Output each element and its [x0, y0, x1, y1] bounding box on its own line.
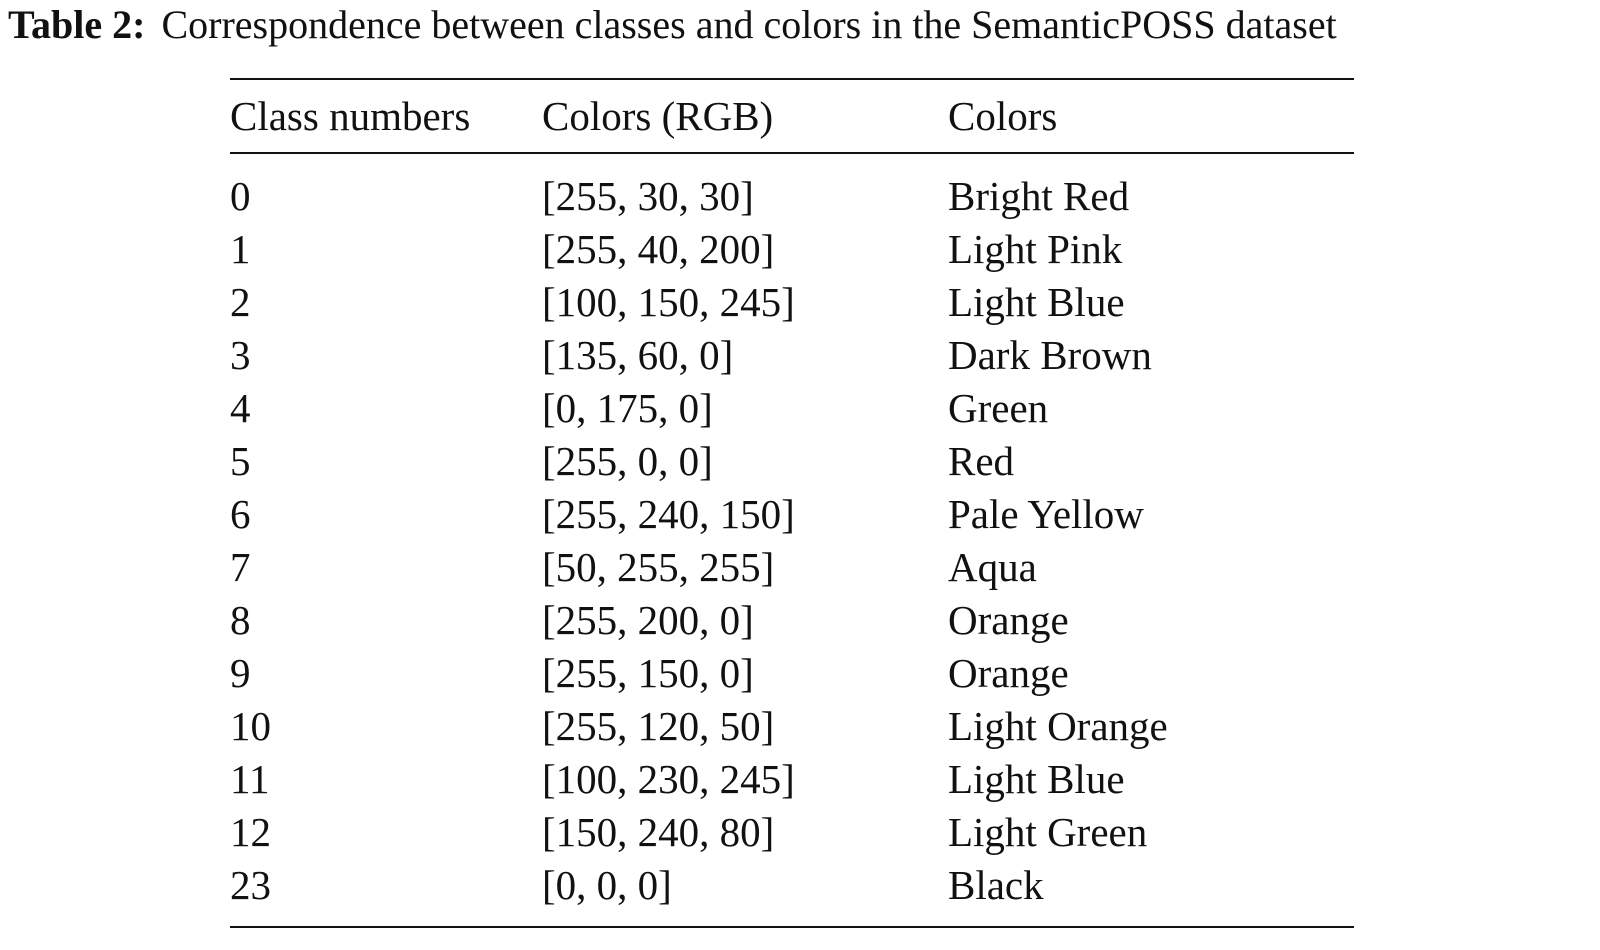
cell-class-number: 1: [230, 226, 251, 272]
cell-class-number: 9: [230, 650, 251, 696]
table-caption: [8, 0, 1588, 50]
cell-color-name: Light Orange: [948, 703, 1168, 749]
cell-class-number: 10: [230, 703, 271, 749]
cell-color-name: Orange: [948, 597, 1069, 643]
cell-color-rgb: [255, 150, 0]: [542, 650, 754, 696]
cell-class-number: 3: [230, 332, 251, 378]
cell-color-rgb: [135, 60, 0]: [542, 332, 734, 378]
cell-class-number: 23: [230, 862, 271, 908]
cell-class-number: 7: [230, 544, 251, 590]
cell-class-number: 4: [230, 385, 251, 431]
cell-color-name: Pale Yellow: [948, 491, 1144, 537]
table-row: [230, 594, 1354, 647]
table-row: [230, 859, 1354, 926]
table-row: [230, 488, 1354, 541]
table-row: [230, 382, 1354, 435]
cell-color-name: Light Blue: [948, 279, 1125, 325]
table-row: [230, 753, 1354, 806]
cell-color-rgb: [100, 150, 245]: [542, 279, 795, 325]
cell-color-name: Aqua: [948, 544, 1037, 590]
table-row: [230, 700, 1354, 753]
table-row: [230, 541, 1354, 594]
cell-color-rgb: [255, 240, 150]: [542, 491, 795, 537]
cell-color-rgb: [100, 230, 245]: [542, 756, 795, 802]
table-row: [230, 435, 1354, 488]
table: [230, 80, 1354, 152]
cell-color-rgb: [0, 175, 0]: [542, 385, 713, 431]
cell-color-name: Light Green: [948, 809, 1148, 855]
header-colors-rgb: Colors (RGB): [542, 93, 774, 139]
header-colors: Colors: [948, 93, 1058, 139]
header-row: [230, 80, 1354, 152]
cell-color-name: Green: [948, 385, 1049, 431]
header-class-numbers: Class numbers: [230, 93, 471, 139]
cell-class-number: 5: [230, 438, 251, 484]
table-row: [230, 329, 1354, 382]
cell-color-name: Light Pink: [948, 226, 1123, 272]
table-bottom-rule: [230, 926, 1354, 928]
table-row: [230, 223, 1354, 276]
cell-color-rgb: [0, 0, 0]: [542, 862, 672, 908]
cell-color-rgb: [150, 240, 80]: [542, 809, 775, 855]
class-color-table: [230, 78, 1354, 928]
cell-color-rgb: [255, 120, 50]: [542, 703, 775, 749]
cell-color-name: Dark Brown: [948, 332, 1152, 378]
cell-color-name: Black: [948, 862, 1044, 908]
cell-color-name: Red: [948, 438, 1015, 484]
cell-class-number: 8: [230, 597, 251, 643]
cell-color-name: Bright Red: [948, 173, 1130, 219]
table-row: [230, 154, 1354, 223]
cell-color-rgb: [255, 40, 200]: [542, 226, 775, 272]
table-header: [230, 80, 1354, 152]
cell-color-rgb: [255, 0, 0]: [542, 438, 713, 484]
cell-class-number: 6: [230, 491, 251, 537]
cell-class-number: 0: [230, 173, 251, 219]
cell-color-name: Orange: [948, 650, 1069, 696]
table-row: [230, 647, 1354, 700]
cell-class-number: 11: [230, 756, 270, 802]
table-row: [230, 806, 1354, 859]
cell-color-rgb: [50, 255, 255]: [542, 544, 775, 590]
cell-class-number: 12: [230, 809, 271, 855]
cell-color-rgb: [255, 200, 0]: [542, 597, 754, 643]
cell-color-rgb: [255, 30, 30]: [542, 173, 754, 219]
table-body: [230, 154, 1354, 926]
cell-class-number: 2: [230, 279, 251, 325]
table-caption-text: Correspondence between classes and colors in the SemanticPOSS dataset: [161, 2, 1337, 47]
table-caption-label: Table 2:: [8, 2, 146, 47]
cell-color-name: Light Blue: [948, 756, 1125, 802]
table-row: [230, 276, 1354, 329]
